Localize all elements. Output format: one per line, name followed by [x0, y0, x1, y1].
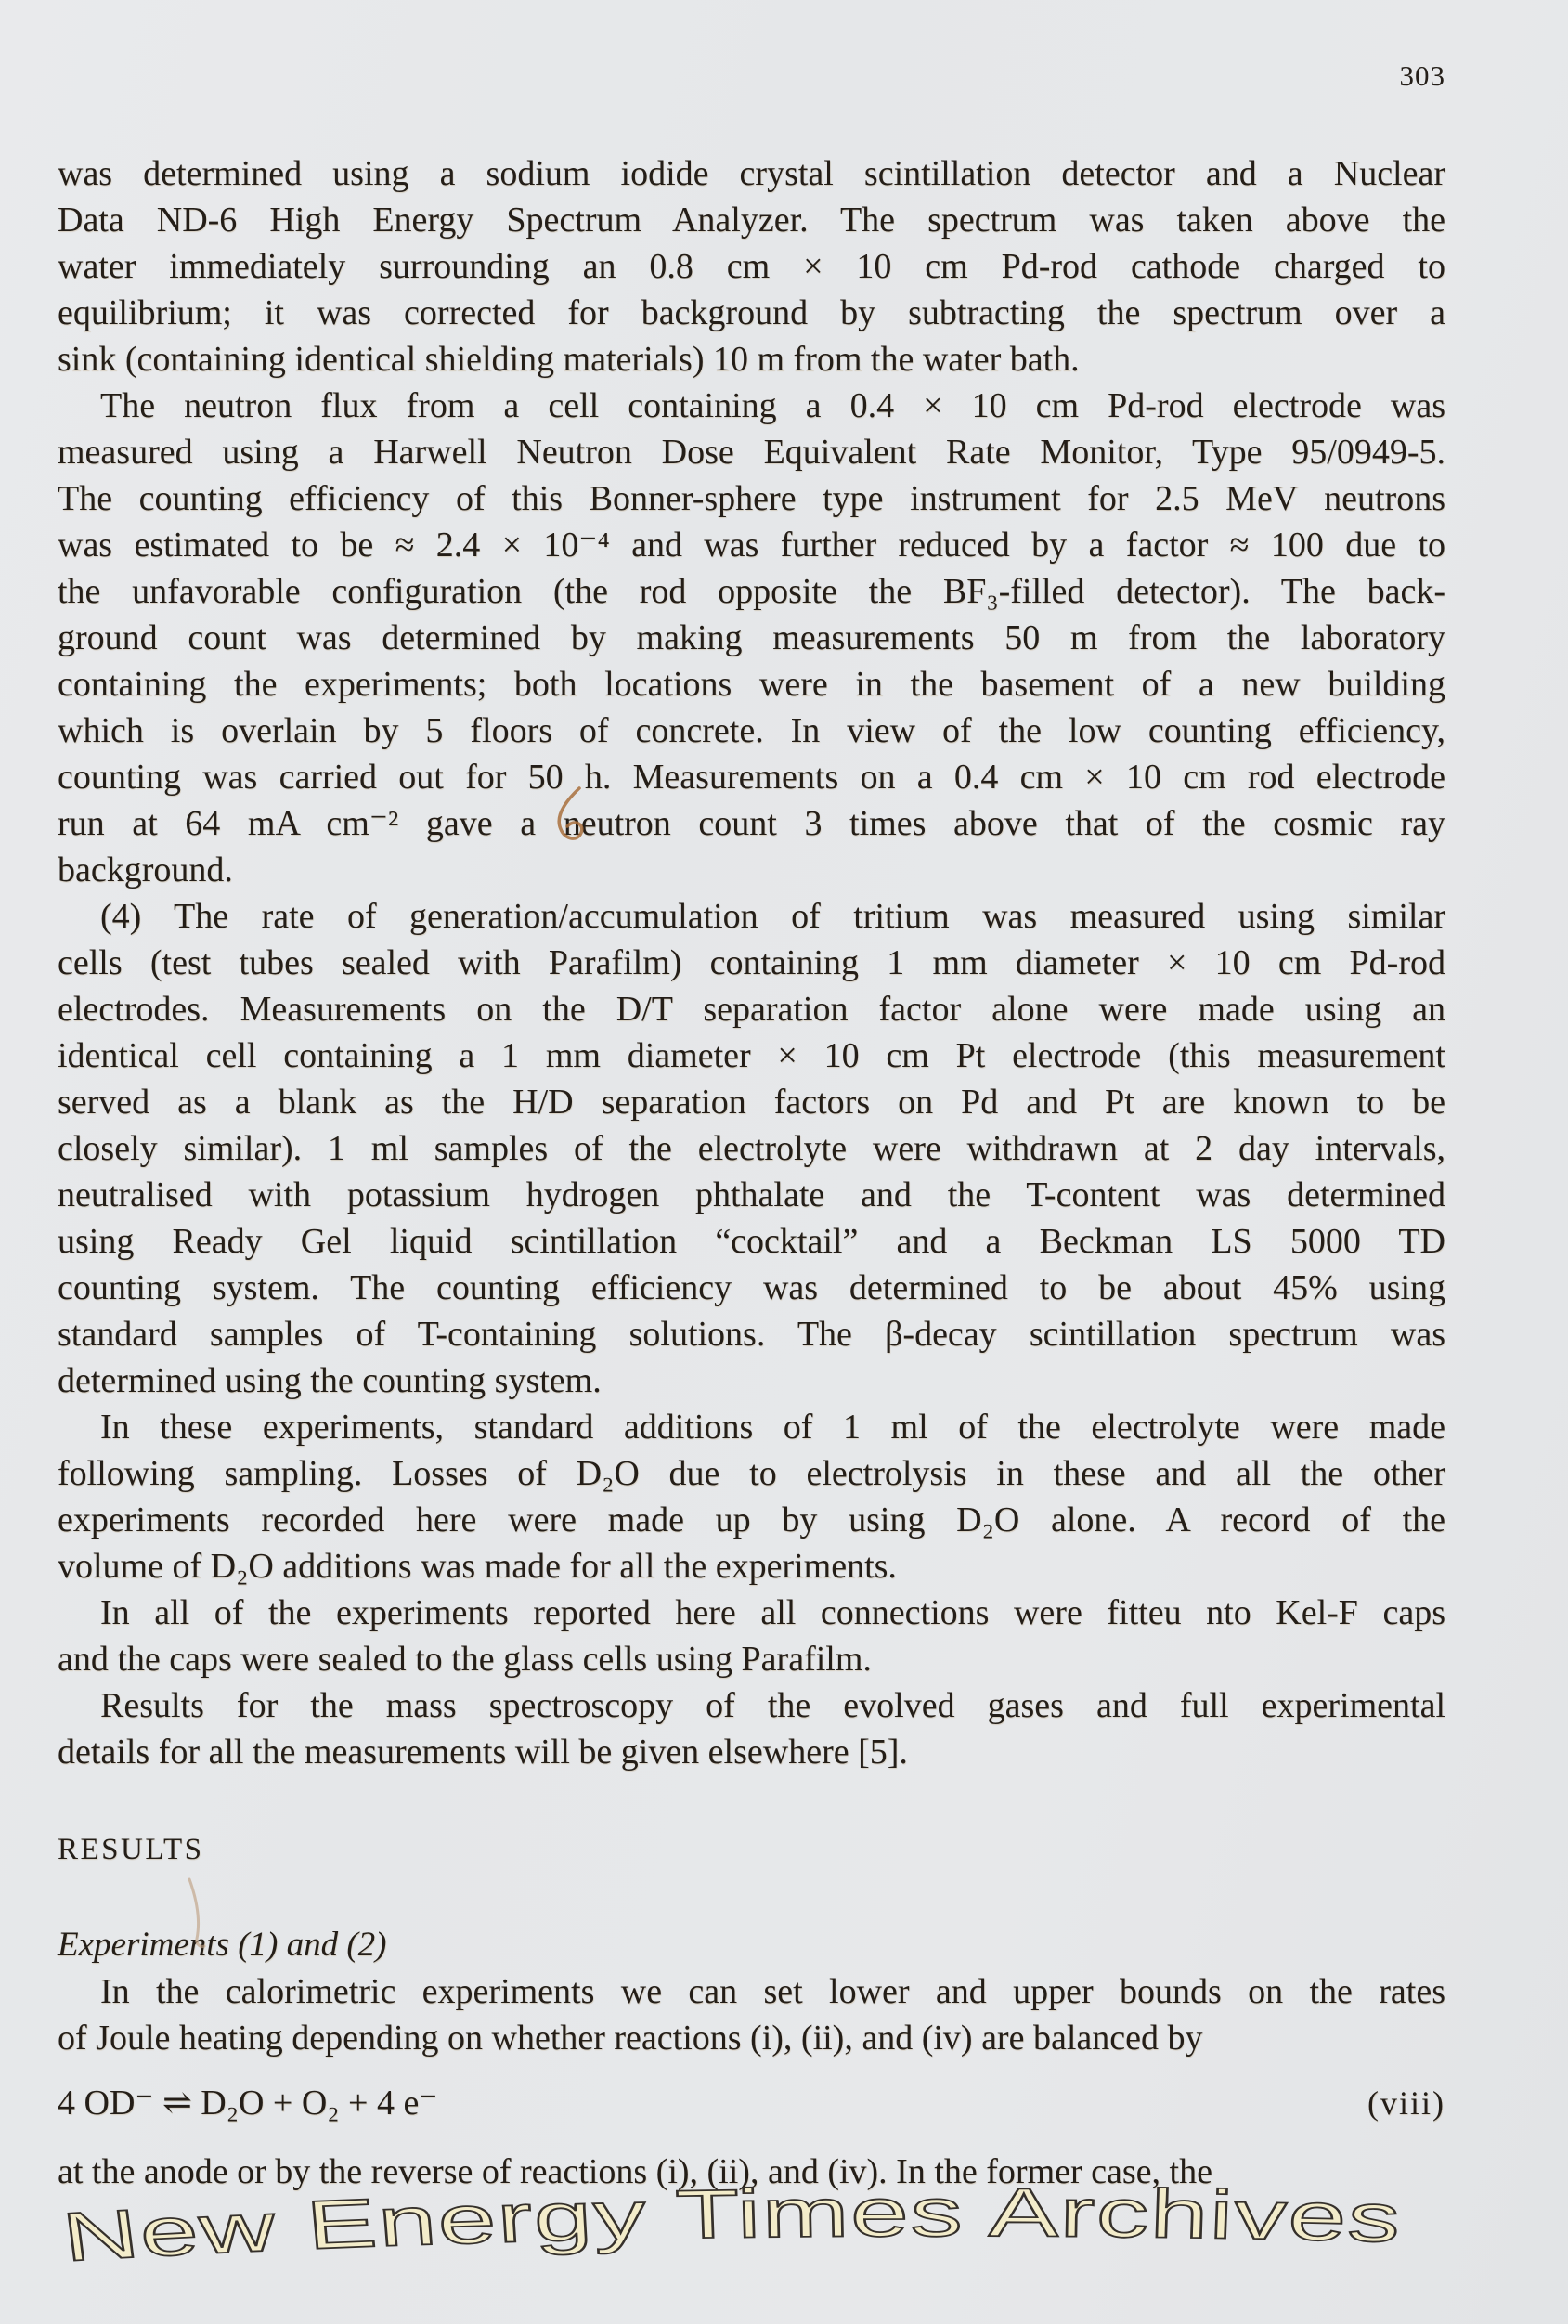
text-line: cells (test tubes sealed with Parafilm) containing 1 mm diameter × 10 cm Pd-rod [58, 943, 1445, 982]
paragraph-continuation [58, 150, 1445, 383]
text-line: counting was carried out for 50 h. Measurements on a 0.4 cm × 10 cm rod electrode [58, 758, 1445, 797]
text-line: electrodes. Measurements on the D/T separation factor alone were made using an [58, 990, 1445, 1029]
text-line: at the anode or by the reverse of reactions (i), (ii), and (iv). In the former case, the [58, 2152, 1212, 2191]
text-line: The neutron flux from a cell containing a 0.4 × 10 cm Pd-rod electrode was [100, 386, 1445, 425]
text-line: counting system. The counting efficiency was determined to be about 45% using [58, 1268, 1445, 1307]
experiments-subheading: Experiments (1) and (2) [58, 1926, 387, 1964]
text-line: In the calorimetric experiments we can set lower and upper bounds on the rates [100, 1972, 1445, 2011]
text-line: ground count was determined by making measurements 50 m from the laboratory [58, 618, 1445, 657]
paragraph-kel-f-caps [58, 1590, 1445, 1682]
text-line: volume of D₂O additions was made for all the experiments. [58, 1547, 897, 1586]
page-body [58, 150, 1445, 2195]
text-line: served as a blank as the H/D separation factors on Pd and Pt are known to be [58, 1083, 1445, 1122]
text-line: measured using a Harwell Neutron Dose Equivalent Rate Monitor, Type 95/0949-5. [58, 433, 1445, 472]
paragraph-calorimetric [58, 1968, 1445, 2061]
text-line: sink (containing identical shielding materials) 10 m from the water bath. [58, 340, 1080, 379]
text-line: details for all the measurements will be given elsewhere [5]. [58, 1733, 908, 1772]
paragraph-mass-spectroscopy [58, 1682, 1445, 1775]
text-line: which is overlain by 5 floors of concrete. In view of the low counting efficiency, [58, 711, 1445, 750]
text-line: Data ND-6 High Energy Spectrum Analyzer. The spectrum was taken above the [58, 201, 1445, 240]
text-line: background. [58, 850, 233, 889]
text-line: The counting efficiency of this Bonner-sphere type instrument for 2.5 MeV neutrons [58, 479, 1445, 518]
text-line: determined using the counting system. [58, 1361, 602, 1400]
equation-viii [58, 2078, 1445, 2128]
text-line: of Joule heating depending on whether reactions (i), (ii), and (iv) are balanced by [58, 2019, 1203, 2058]
text-line: water immediately surrounding an 0.8 cm × 10 cm Pd-rod cathode charged to [58, 247, 1445, 286]
text-line: closely similar). 1 ml samples of the electrolyte were withdrawn at 2 day intervals, [58, 1129, 1445, 1168]
page-number: 303 [1399, 59, 1445, 92]
text-line: In these experiments, standard additions of 1 ml of the electrolyte were made [100, 1408, 1445, 1447]
equation-label: (viii) [1367, 2084, 1445, 2122]
text-line: run at 64 mA cm⁻² gave a neutron count 3 times above that of the cosmic ray [58, 804, 1445, 843]
text-line: the unfavorable configuration (the rod opposite the BF₃-filled detector). The back- [58, 572, 1445, 611]
text-line: (4) The rate of generation/accumulation of tritium was measured using similar [100, 897, 1445, 936]
text-line: neutralised with potassium hydrogen phthalate and the T-content was determined [58, 1175, 1445, 1214]
text-line: experiments recorded here were made up by using D₂O alone. A record of the [58, 1500, 1445, 1539]
paragraph-standard-additions [58, 1404, 1445, 1590]
svg-text:New Energy Times Archives [58, 2175, 1404, 2276]
text-line: containing the experiments; both locations were in the basement of a new building [58, 665, 1445, 704]
text-line: was determined using a sodium iodide crystal scintillation detector and a Nuclear [58, 154, 1445, 193]
watermark-text: New Energy Times Archives [58, 2175, 1405, 2277]
equation-formula: 4 OD⁻ ⇌ D₂O + O₂ + 4 e⁻ [58, 2084, 438, 2123]
text-line: equilibrium; it was corrected for background by subtracting the spectrum over a [58, 293, 1445, 332]
watermark [0, 2131, 1568, 2324]
text-line: following sampling. Losses of D₂O due to electrolysis in these and all the other [58, 1454, 1445, 1493]
text-line: Results for the mass spectroscopy of the evolved gases and full experimental [100, 1686, 1445, 1725]
text-line: and the caps were sealed to the glass cells using Parafilm. [58, 1640, 872, 1679]
text-line: standard samples of T-containing solutions. The β-decay scintillation spectrum was [58, 1315, 1445, 1354]
paragraph-neutron-flux [58, 383, 1445, 893]
text-line: was estimated to be ≈ 2.4 × 10⁻⁴ and was further reduced by a factor ≈ 100 due to [58, 526, 1445, 565]
results-heading: RESULTS [58, 1833, 204, 1866]
paragraph-tritium-rate [58, 893, 1445, 1404]
text-line: In all of the experiments reported here all connections were fitteu nto Kel-F caps [100, 1593, 1445, 1632]
text-line: identical cell containing a 1 mm diameter × 10 cm Pt electrode (this measurement [58, 1036, 1445, 1075]
text-line: using Ready Gel liquid scintillation “cocktail” and a Beckman LS 5000 TD [58, 1222, 1445, 1261]
